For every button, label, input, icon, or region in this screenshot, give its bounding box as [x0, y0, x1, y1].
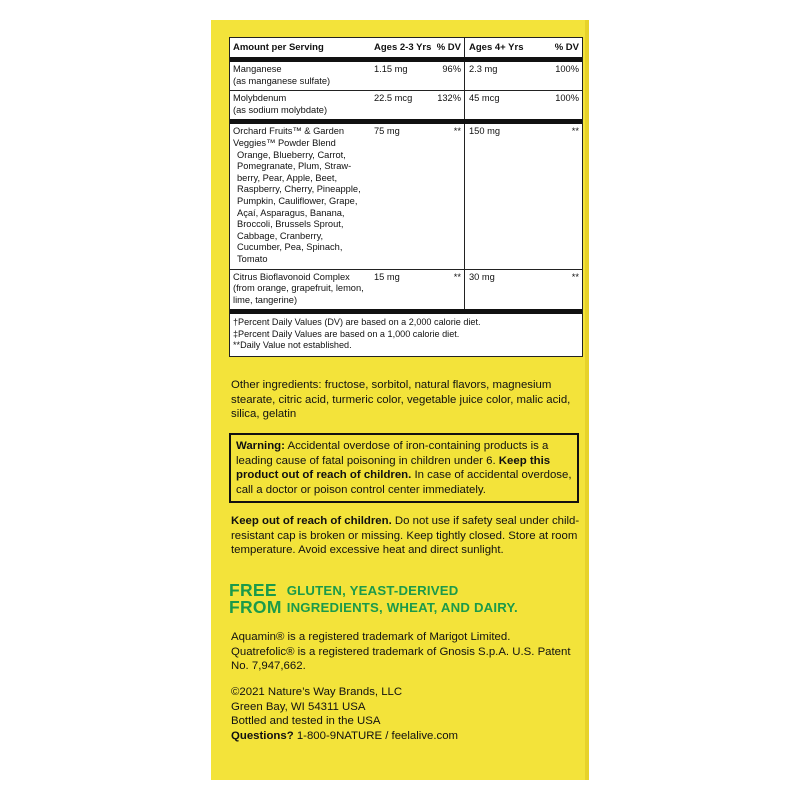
- nutrient-name: Molybdenum: [233, 93, 287, 104]
- trademark-line: Aquamin® is a registered trademark of Marigot Limited.: [231, 631, 511, 643]
- free-from-line-2: INGREDIENTS, WHEAT, AND DAIRY.: [286, 600, 518, 615]
- free-word: FREE: [229, 580, 277, 600]
- table-row: [230, 62, 582, 91]
- amount-4: 30 mg: [469, 271, 495, 282]
- questions-line: [231, 729, 583, 744]
- nutrient-name: Manganese: [233, 64, 282, 74]
- nutrient-name: Orchard Fruits™ & Garden Veggies™ Powder Blend: [233, 126, 345, 148]
- table-row: [230, 124, 582, 269]
- blend-ingredients: Orange, Blueberry, Carrot, Pomegranate, Plum, Straw-berry, Pear, Apple, Beet, Raspberry, Cherry, Pineapple, Pumpkin, Cauliflower, Grape, Açaí, Asparagus, Banana, Broccoli, Brussels Sprout, Cabbage, Cranberry, Cucumber, Pea, Spinach, Tomato: [237, 149, 361, 264]
- warning-text-2: In case of accidental overdose, call a doctor or poison control center immediately.: [236, 469, 572, 496]
- dv-4: 100%: [555, 93, 579, 104]
- dv-2-3: **: [432, 270, 465, 310]
- supplement-facts-table: [229, 37, 583, 357]
- from-word: FROM: [229, 597, 282, 617]
- table-footnotes: [230, 314, 582, 355]
- free-from-text: [287, 582, 518, 616]
- other-ingredients: Other ingredients: fructose, sorbitol, natural flavors, magnesium stearate, citric acid, turmeric color, vegetable juice color, malic acid, silica, gelatin: [231, 379, 571, 421]
- amount-2-3: 75 mg: [374, 126, 400, 137]
- dv-2-3: **: [432, 124, 465, 268]
- nutrient-name: Citrus Bioflavonoid Complex: [233, 271, 350, 282]
- dv-4: 100%: [555, 64, 579, 74]
- footnote: **Daily Value not established.: [233, 340, 352, 351]
- table-row: [230, 270, 582, 315]
- contact-info: 1-800-9NATURE / feelalive.com: [293, 730, 459, 743]
- warning-box: [229, 433, 579, 503]
- header-dv-2: % DV: [554, 41, 579, 53]
- company-info: [231, 685, 583, 744]
- amount-4: 2.3 mg: [469, 64, 498, 74]
- keep-out-label: Keep out of reach of children.: [231, 515, 392, 527]
- dv-4: **: [571, 126, 579, 137]
- label-panel: [211, 20, 589, 780]
- nutrient-source: (as manganese sulfate): [233, 75, 331, 86]
- dv-2-3: 132%: [432, 91, 465, 119]
- amount-2-3: 15 mg: [374, 271, 400, 282]
- dv-2-3: 96%: [432, 62, 465, 90]
- header-ages-4: Ages 4+ Yrs: [469, 41, 524, 53]
- questions-label: Questions?: [231, 730, 294, 743]
- trademarks: [231, 630, 583, 674]
- warning-text: Accidental overdose of iron-containing products is a leading cause of fatal poisoning in children under 6.: [236, 440, 549, 467]
- free-from-title: [229, 582, 282, 616]
- table-header: [230, 38, 582, 62]
- storage-instructions: [231, 514, 583, 558]
- free-from-badge: [229, 582, 518, 616]
- header-ages-2-3: Ages 2-3 Yrs: [374, 41, 432, 53]
- trademark-line: Quatrefolic® is a registered trademark of Gnosis S.p.A. U.S. Patent No. 7,947,662.: [231, 645, 571, 673]
- nutrient-source: (as sodium molybdate): [233, 104, 328, 115]
- table-row: [230, 91, 582, 124]
- dv-4: **: [571, 271, 579, 282]
- bottled-line: Bottled and tested in the USA: [231, 715, 381, 728]
- footnote: ‡Percent Daily Values are based on a 1,000 calorie diet.: [233, 328, 460, 339]
- amount-2-3: 22.5 mcg: [374, 93, 413, 104]
- amount-4: 150 mg: [469, 126, 501, 137]
- storage-text: Do not use if safety seal under child-resistant cap is broken or missing. Keep tightly closed. Store at room temperature. Avoid excessive heat and direct sunlight.: [231, 515, 580, 557]
- amount-2-3: 1.15 mg: [374, 64, 408, 74]
- free-from-line-1: GLUTEN, YEAST-DERIVED: [286, 583, 459, 598]
- nutrient-source: (from orange, grapefruit, lemon, lime, tangerine): [233, 283, 364, 305]
- warning-label: Warning:: [236, 440, 285, 452]
- address-line: Green Bay, WI 54311 USA: [231, 700, 366, 713]
- copyright-line: ©2021 Nature’s Way Brands, LLC: [231, 686, 403, 698]
- header-dv-1: % DV: [432, 38, 465, 57]
- footnote: †Percent Daily Values (DV) are based on a 2,000 calorie diet.: [233, 317, 481, 328]
- warning-keep-out: Keep this product out of reach of children.: [236, 454, 551, 481]
- amount-4: 45 mcg: [469, 93, 500, 104]
- header-amount: Amount per Serving: [233, 41, 324, 53]
